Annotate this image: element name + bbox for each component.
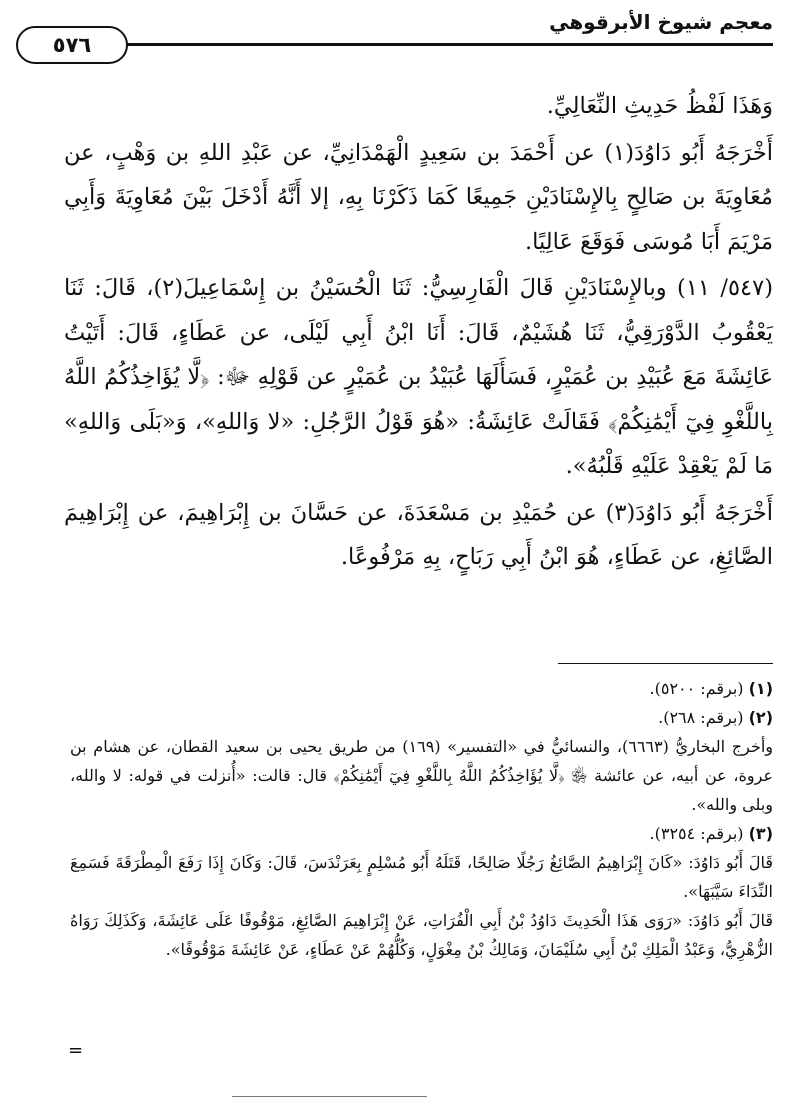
main-text [64, 84, 773, 580]
footnote [70, 674, 773, 703]
main-paragraph: وَهَذَا لَفْظُ حَدِيثِ النِّعَالِيِّ. [546, 93, 773, 119]
bottom-rule [232, 1096, 427, 1097]
continuation-mark: = [68, 1040, 84, 1061]
footnote-text: وأخرج البخاريُّ (٦٦٦٣)، والنسائيُّ في «التفسير» (١٦٩) من طريق يحيى بن سعيد القطان، عن هشام بن عروة، عن أبيه، عن عائشة ﵂ ﴿لَّا يُؤَاخِذُكُمُ اللَّهُ بِاللَّغْوِ فِيٓ أَيْمَٰنِكُمْ﴾ قال: قالت: «أُنزلت في قوله: لا والله، وبلى والله». [70, 737, 774, 814]
main-paragraph: أَخْرَجَهُ أَبُو دَاوُدَ(٣) عن حُمَيْدِ بن مَسْعَدَةَ، عن حَسَّانَ بن إِبْرَاهِيمَ، عن إِبْرَاهِيمَ الصَّائِغِ، عن عَطَاءٍ، هُوَ ابْنُ أَبِي رَبَاحٍ، بِهِ مَرْفُوعًا. [64, 499, 773, 570]
footnote-text: (برقم: ٢٦٨). [658, 708, 744, 727]
footnote-number: (٢) [748, 708, 773, 727]
footnote [70, 703, 773, 732]
footnote-number: (٣) [748, 824, 773, 843]
page-number-frame [16, 26, 128, 64]
footnote-text: (برقم: ٣٢٥٤). [649, 824, 744, 843]
page-number: ٥٧٦ [52, 33, 92, 57]
footnote-text: قَالَ أَبُو دَاوُدَ: «كَانَ إِبْرَاهِيمُ الصَّائِغُ رَجُلًا صَالِحًا، قَتَلَهُ أَبُو مُسْلِمٍ بِعَرَنْدَسَ، قَالَ: وَكَانَ إِذَا رَفَعَ الْمِطْرَقَةَ فَسَمِعَ النِّدَاءَ سَيَّبَهَا». [70, 853, 774, 901]
running-title: معجم شيوخ الأبرقوهي [549, 10, 773, 34]
footnote-text: (برقم: ٥٢٠٠). [649, 679, 744, 698]
header-rule [56, 43, 773, 46]
footnote-number: (١) [748, 679, 773, 698]
footnote [70, 819, 773, 848]
footnote-separator [558, 663, 773, 664]
main-paragraph: (٥٤٧/ ١١) وبالإِسْنَادَيْنِ قَالَ الْفَارِسِيُّ: ثَنَا الْحُسَيْنُ بن إِسْمَاعِيلَ(٢)، قَالَ: ثَنَا يَعْقُوبُ الدَّوْرَقِيُّ، ثَنَا هُشَيْمٌ، قَالَ: أَنَا ابْنُ أَبِي لَيْلَى، عن عَطَاءٍ، قَالَ: أَتَيْتُ عَائِشَةَ مَعَ عُبَيْدِ بن عُمَيْرٍ، فَسَأَلَهَا عُبَيْدُ بن عُمَيْرٍ عن قَوْلِهِ ﷻ: ﴿لَّا يُؤَاخِذُكُمُ اللَّهُ بِاللَّغْوِ فِيٓ أَيْمَٰنِكُمْ﴾ فَقَالَتْ عَائِشَةُ: «هُوَ قَوْلُ الرَّجُلِ: «لا وَاللهِ»، وَ«بَلَى وَاللهِ» مَا لَمْ يَعْقِدْ عَلَيْهِ قَلْبُهُ». [64, 275, 774, 479]
footnotes [70, 674, 773, 964]
main-paragraph: أَخْرَجَهُ أَبُو دَاوُدَ(١) عن أَحْمَدَ بن سَعِيدٍ الْهَمْدَانِيِّ، عن عَبْدِ اللهِ بن وَهْبٍ، عن مُعَاوِيَةَ بن صَالِحٍ بِالإِسْنَادَيْنِ جَمِيعًا كَمَا ذَكَرْنَا بِهِ، إلا أَنَّهُ أَدْخَلَ بَيْنَ مُعَاوِيَةَ وَأَبِي مَرْيَمَ أَبَا مُوسَى فَوَقَعَ عَالِيًا. [64, 139, 773, 255]
footnote-text: قَالَ أَبُو دَاوُدَ: «رَوَى هَذَا الْحَدِيثَ دَاوُدُ بْنُ أَبِي الْفُرَاتِ، عَنْ إِبْرَاهِيمَ الصَّائِغِ، مَوْقُوفًا عَلَى عَائِشَةَ، وَكَذَلِكَ رَوَاهُ الزُّهْرِيُّ، وَعَبْدُ الْمَلِكِ بْنُ أَبِي سُلَيْمَانَ، وَمَالِكُ بْنُ مِغْوَلٍ، وَكُلُّهُمْ عَنْ عَطَاءٍ، عَنْ عَائِشَةَ مَوْقُوفًا». [70, 911, 773, 959]
